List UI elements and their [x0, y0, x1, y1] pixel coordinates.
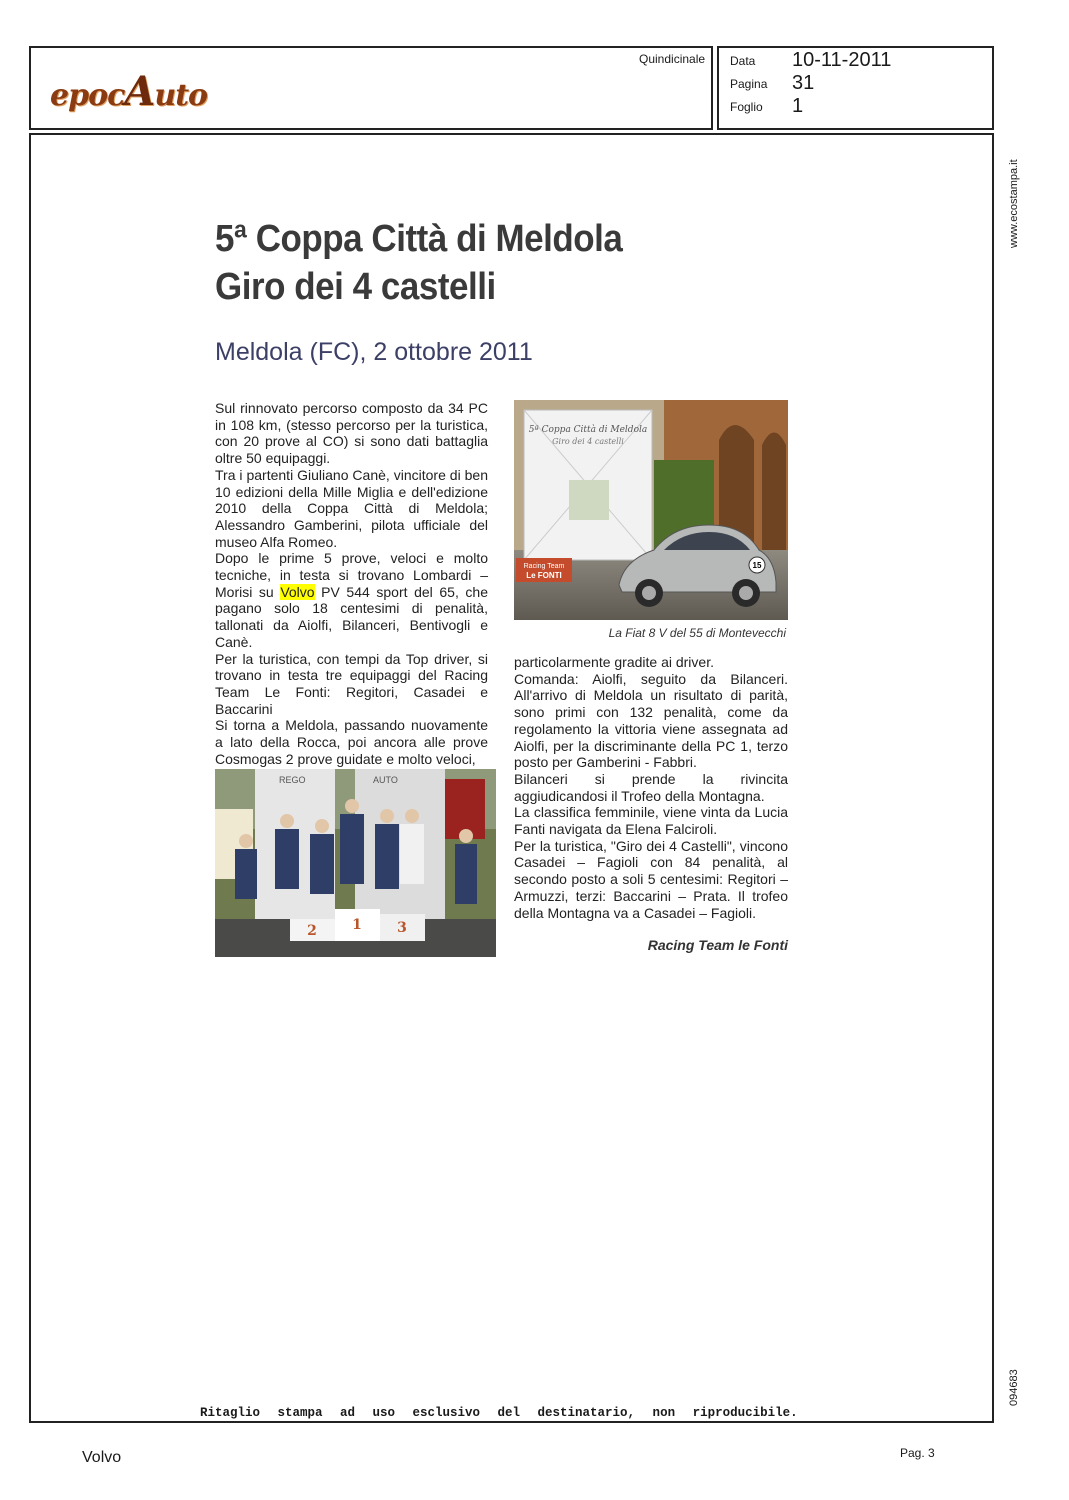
article-frame: [29, 133, 994, 1423]
paragraph: Tra i partenti Giuliano Canè, vincitore di ben 10 edizioni della Mille Miglia e dell'edizione 2010 della Coppa Città di Meldola; Alessandro Gamberini, pilota ufficiale del museo Alfa Romeo.: [215, 466, 488, 550]
page-number: Pag. 3: [900, 1446, 935, 1460]
podium-step-third: 3: [397, 920, 407, 936]
podium-step-first: 1: [352, 917, 362, 933]
banner-right-text: AUTO: [373, 775, 398, 785]
sheet-label: Foglio: [730, 100, 763, 114]
photo-podium: [215, 769, 496, 957]
banner-text-line2: Giro dei 4 castelli: [552, 437, 624, 446]
date-value: 10-11-2011: [792, 49, 892, 71]
page-label: Pagina: [730, 77, 768, 91]
paragraph: La classifica femminile, viene vinta da Lucia Fanti navigata da Elena Falciroli.: [514, 804, 788, 838]
race-number: 15: [752, 561, 762, 570]
paragraph: Sul rinnovato percorso composto da 34 PC in 108 km, (stesso percorso per la turistica, con 20 prove al CO) si sono dati battaglia oltre 50 equipaggi.: [215, 400, 488, 467]
paragraph: Dopo le prime 5 prove, veloci e molto tecniche, in testa si trovano Lombardi – Morisi su Volvo PV 544 sport del 65, che pagano solo 18 centesimi di penalità, tallonati da Aiolfi, Bilanceri, Bentivogli e Canè.: [215, 550, 488, 650]
periodicity-label: Quindicinale: [639, 52, 706, 66]
keyword-label: Volvo: [82, 1449, 122, 1466]
article-title-line2: Giro dei 4 castelli: [215, 266, 496, 308]
paragraph: Si torna a Meldola, passando nuovamente a lato della Rocca, poi ancora alle prove Cosmogas 2 prove guidate e molto veloci,: [215, 717, 488, 767]
publication-logo: epocAuto: [50, 68, 208, 115]
article-column-right: [514, 654, 788, 921]
paragraph: Bilanceri si prende la rivincita aggiudicandosi il Trofeo della Montagna.: [514, 770, 788, 804]
disclaimer: Ritaglio stampa ad uso esclusivo del destinatario, non riproducibile.: [200, 1406, 798, 1420]
article-column-left: [215, 400, 488, 767]
photo-caption: La Fiat 8 V del 55 di Montevecchi: [608, 626, 786, 640]
article-title-line1: 5ª Coppa Città di Meldola: [215, 218, 623, 260]
article-subtitle: Meldola (FC), 2 ottobre 2011: [215, 338, 533, 366]
banner-text-line1: 5ª Coppa Città di Meldola: [528, 425, 648, 435]
paragraph: Comanda: Aiolfi, seguito da Bilanceri. All'arrivo di Meldola un risultato di parità, sono primi con 132 penalità, come da regolamento la vittoria viene assegnata ad Aiolfi, per la discriminante della PC 1, terzo posto per Gamberini - Fabbri.: [514, 670, 788, 771]
banner-left-text: REGO: [279, 775, 306, 785]
side-url: www.ecostampa.it: [1008, 159, 1020, 248]
sign-text-line1: Racing Team: [523, 563, 565, 570]
photo-fiat-8v: [514, 400, 788, 620]
sheet-value: 1: [792, 95, 804, 117]
paragraph: Per la turistica, "Giro dei 4 Castelli", vincono Casadei – Fagioli con 84 penalità, al secondo posto a soli 5 centesimi: Regitori – Armuzzi, terzi: Baccarini – Prata. Il trofeo della Montagna va a Casadei – Fagioli.: [514, 837, 788, 921]
side-code: 094683: [1008, 1369, 1020, 1406]
highlighted-keyword: Volvo: [280, 583, 315, 600]
paragraph: particolarmente gradite ai driver.: [514, 654, 714, 670]
article-byline: Racing Team le Fonti: [647, 937, 788, 953]
podium-step-second: 2: [307, 923, 317, 939]
date-label: Data: [730, 54, 756, 68]
sign-text-line2: Le FONTI: [526, 571, 562, 580]
paragraph: Per la turistica, con tempi da Top driver, si trovano in testa tre equipaggi del Racing Team Le Fonti: Regitori, Casadei e Baccarini: [215, 650, 488, 717]
page-value: 31: [792, 72, 815, 94]
